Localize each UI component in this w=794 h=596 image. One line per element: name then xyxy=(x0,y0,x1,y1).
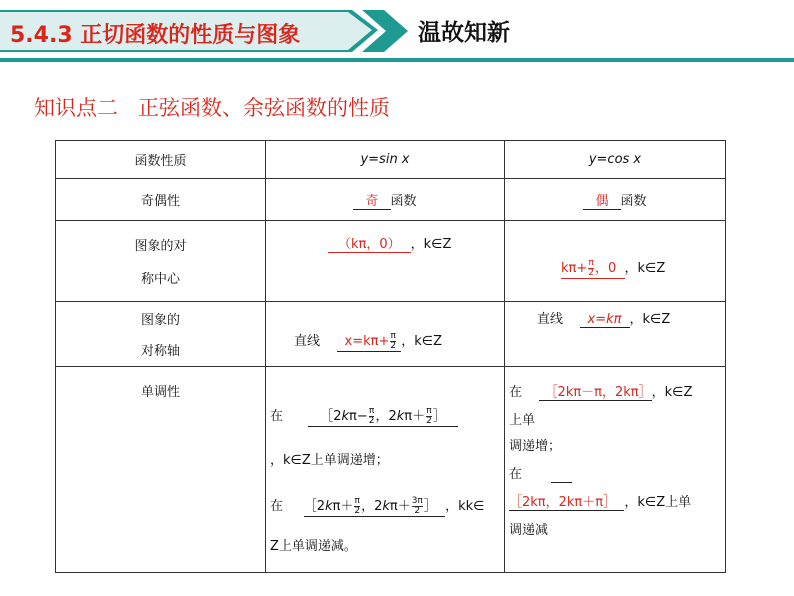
table-header-row xyxy=(56,141,726,179)
center-cos: kπ+ $\frac{\pi}{2}$ ，0 ，k∈Z xyxy=(505,221,726,302)
header-property: 函数性质 xyxy=(56,141,266,179)
section-title: 正弦函数、余弦函数的性质 xyxy=(138,96,390,120)
lesson-title: 5.4.3 正切函数的性质与图象 xyxy=(10,23,301,48)
table-row-monotonic xyxy=(56,367,726,573)
parity-sin: 奇 函数 xyxy=(266,179,505,221)
section-heading xyxy=(34,92,390,122)
monotonic-label: 单调性 xyxy=(56,367,266,573)
parity-label: 奇偶性 xyxy=(56,179,266,221)
center-label: 图象的对 称中心 xyxy=(56,221,266,302)
monotonic-sin: 在 ［2kπ− $\frac{\pi}{2}$ ，2kπ＋ $\frac{\pi}{2}$ ］ ，k∈Z上单调递增； 在 ［2kπ＋ $\frac{\pi}{2}$ ，2kπ＋ $\frac{3\pi}{2}$ ］ ，kk∈ Z上单调递减。 xyxy=(266,367,505,573)
axis-cos: 直线 x=kπ ，k∈Z xyxy=(505,302,726,367)
axis-sin: 直线 x=kπ+ $\frac{\pi}{2}$ ，k∈Z xyxy=(266,302,505,367)
axis-label: 图象的 对称轴 xyxy=(56,302,266,367)
parity-cos: 偶 函数 xyxy=(505,179,726,221)
header-cos: y=cos x xyxy=(505,141,726,179)
table-row-axis xyxy=(56,302,726,367)
properties-table xyxy=(55,140,726,573)
header-bar xyxy=(0,0,794,64)
center-sin: （kπ，0） ，k∈Z xyxy=(266,221,505,302)
monotonic-cos: 在 ［2kπ－π，2kπ］，k∈Z 上单 调递增； 在 ［2kπ，2kπ＋π］ ，k∈Z上单 调递减 xyxy=(505,367,726,573)
table-row-parity xyxy=(56,179,726,221)
section-tag: 温故知新 xyxy=(418,20,510,46)
table-row-center xyxy=(56,221,726,302)
section-prefix: 知识点二 xyxy=(34,96,118,120)
header-sin: y=sin x xyxy=(266,141,505,179)
